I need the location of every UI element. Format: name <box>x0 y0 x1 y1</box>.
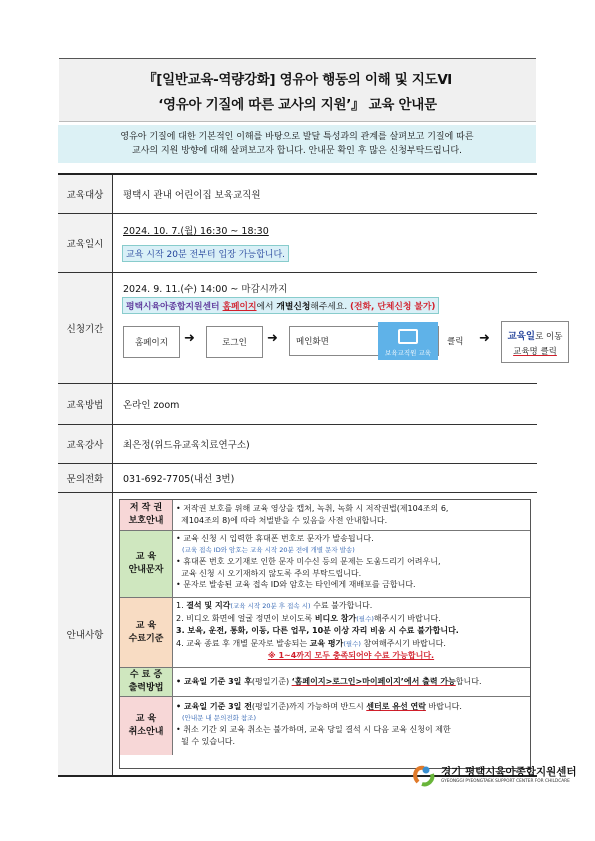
label-phone: 문의전화 <box>58 464 113 492</box>
label-date: 교육일시 <box>58 214 113 272</box>
intro-box <box>58 125 536 163</box>
center-logo <box>410 762 577 792</box>
step-final: 교육일로 이동 교육명 클릭 <box>501 321 569 363</box>
notice-cert: 교 육 수료기준 1. 결석 및 지각(교육 시작 20분 후 접속 시) 수료 불가합니다. 2. 비디오 화면에 얼굴 정면이 보이도록 비디오 참가(필수)해주시기 바랍니다. 3. 보육, 운전, 통화, 이동, 다른 업무, 10분 이상 자리 비움 시 수료 불가합니다. 4. 교육 종료 후 개별 문자로 발송되는 교육 평가(필수) 참여해주시기 바랍니다. ※ 1~4까지 모두 충족되어야 수료 가능합니다. <box>120 598 530 668</box>
row-apply <box>58 273 563 384</box>
row-method <box>58 384 537 425</box>
notice-copyright: 저 작 권 보호안내 • 저작권 보호를 위해 교육 영상을 캡쳐, 녹취, 녹화 시 저작권법(제104조의 6, 제104조의 8)에 따라 처벌받을 수 있음을 사전 안내합니다. <box>120 500 530 531</box>
center-subname: GYEONGGI PYEONGTAEK SUPPORT CENTER FOR CHILDCARE <box>441 779 570 784</box>
row-phone <box>58 464 537 493</box>
label-method: 교육방법 <box>58 384 113 424</box>
notice-copyright-label: 저 작 권 보호안내 <box>120 500 173 530</box>
label-apply: 신청기간 <box>58 273 113 383</box>
book-icon <box>398 329 418 344</box>
step-homepage: 홈페이지 <box>123 326 180 358</box>
apply-method: 평택시육아종합지원센터 홈페이지에서 개별신청해주세요. (전화, 단체신청 불가) <box>122 297 439 314</box>
info-table <box>58 173 563 777</box>
arrow-right-icon: ➜ <box>479 331 490 346</box>
value-method: 온라인 zoom <box>123 400 180 411</box>
notice-table <box>119 499 531 769</box>
education-banner: 보육교직원 교육 <box>378 322 438 360</box>
notice-print-label: 수 료 증 출력방법 <box>120 668 173 696</box>
title-band <box>59 58 536 122</box>
row-lecturer <box>58 425 537 464</box>
step-login: 로그인 <box>206 326 263 358</box>
intro-line2: 교사의 지원 방향에 대해 살펴보고자 합니다. 안내문 확인 후 많은 신청부탁드립니다. <box>132 146 462 156</box>
row-notice <box>58 493 537 775</box>
notice-print: 수 료 증 출력방법 • 교육일 기준 3일 후(평일기준) ‘홈페이지>로그인>마이페이지’에서 출력 가능합니다. <box>120 668 530 697</box>
value-date: 2024. 10. 7.(월) 16:30 ~ 18:30 <box>123 226 269 237</box>
step-main-screen: 메인화면 보육교직원 교육 <box>289 326 439 356</box>
row-target <box>58 175 537 214</box>
label-notice: 안내사항 <box>58 493 113 775</box>
notice-sms-label: 교 육 안내문자 <box>120 531 173 597</box>
notice-sms: 교 육 안내문자 • 교육 신청 시 입력한 휴대폰 번호로 문자가 발송됩니다. (교육 접속 ID와 암호는 교육 시작 20분 전에 개별 문자 발송) • 휴대폰 번호 오기재로 인한 문자 미수신 등의 문제는 도움드리기 어려우니, 교육 신청 시 오기재하지 않도록 주의 부탁드립니다. • 문자로 발송된 교육 접속 ID와 암호는 타인에게 재배포를 금합니다. <box>120 531 530 598</box>
center-name: 경기 평택시육아종합지원센터 <box>441 766 577 778</box>
page-title-line2: ‘영유아 기질에 따른 교사의 지원’』 교육 안내문 <box>158 97 437 113</box>
arrow-right-icon: ➜ <box>267 331 278 346</box>
value-phone: 031-692-7705(내선 3번) <box>123 474 235 485</box>
page-title-line1: 『[일반교육-역량강화] 영유아 행동의 이해 및 지도Ⅵ <box>143 72 452 88</box>
value-apply-period: 2024. 9. 11.(수) 14:00 ~ 마감시까지 <box>123 284 288 295</box>
notice-cancel-label: 교 육 취소안내 <box>120 697 173 755</box>
entry-note: 교육 시작 20분 전부터 입장 가능합니다. <box>122 245 289 262</box>
center-logo-icon <box>410 762 438 788</box>
row-date <box>58 214 537 273</box>
value-target: 평택시 관내 어린이집 보육교직원 <box>123 190 261 201</box>
notice-cancel: 교 육 취소안내 • 교육일 기준 3일 전(평일기준)까지 가능하며 반드시 센터로 유선 연락 바랍니다. (안내문 내 문의전화 참조) • 취소 기간 외 교육 취소는 불가하며, 교육 당일 결석 시 다음 교육 신청이 제한 될 수 있습니다. <box>120 697 530 755</box>
label-target: 교육대상 <box>58 175 113 213</box>
label-lecturer: 교육강사 <box>58 425 113 463</box>
step-click: 클릭 <box>447 337 464 347</box>
arrow-right-icon: ➜ <box>184 331 195 346</box>
intro-line1: 영유아 기질에 대한 기본적인 이해를 바탕으로 발달 특성과의 관계를 살펴보고 기질에 따른 <box>120 132 474 142</box>
value-lecturer: 최은정(위드유교육치료연구소) <box>123 440 250 451</box>
notice-cert-label: 교 육 수료기준 <box>120 598 173 667</box>
